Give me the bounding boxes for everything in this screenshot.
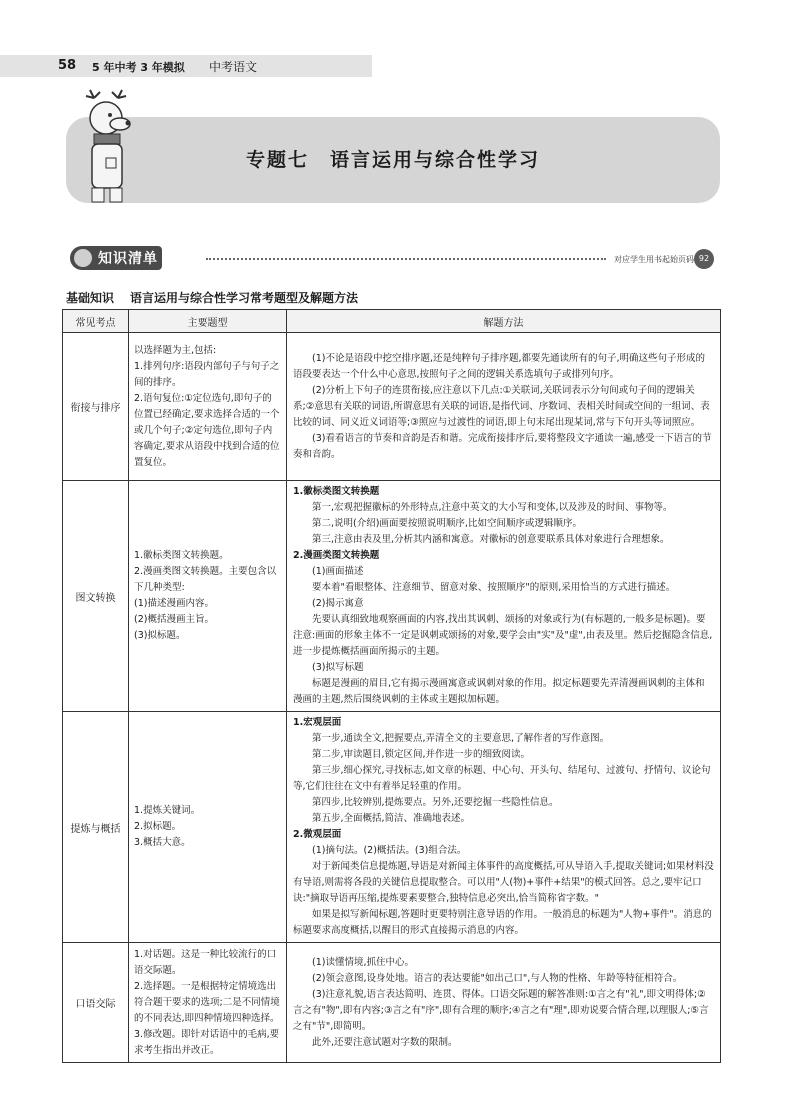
question-type-line: 以选择题为主,包括: bbox=[134, 344, 217, 356]
question-type-line: 2.选择题。一是根据特定情境选出符合题干要求的选项;二是不同情境的不同表达,即四种情境四种选择。 bbox=[134, 980, 280, 1024]
exam-point-cell: 口语交际 bbox=[63, 943, 129, 1063]
col-header-methods: 解题方法 bbox=[287, 310, 721, 333]
method-paragraph: (2)揭示寓意 bbox=[312, 598, 364, 609]
method-subheading: 2.微观层面 bbox=[293, 829, 342, 840]
method-paragraph: (3)拟写标题 bbox=[312, 662, 364, 673]
basic-title: 语言运用与综合性学习常考题型及解题方法 bbox=[130, 291, 359, 305]
book-icon bbox=[74, 249, 92, 267]
table-row bbox=[63, 481, 721, 712]
methods-cell bbox=[287, 943, 721, 1063]
question-type-line: 3.修改题。即针对话语中的毛病,要求考生指出并改正。 bbox=[134, 1028, 280, 1056]
method-paragraph: 第一,宏观把握徽标的外形特点,注意中英文的大小写和变体,以及涉及的时间、事物等。 bbox=[312, 502, 673, 513]
method-paragraph: 如果是拟写新闻标题,答题时更要特别注意导语的作用。一般消息的标题为"人物+事件"。消息的标题要求高度概括,以醒目的形式直接揭示消息的内容。 bbox=[293, 909, 712, 936]
chapter-title: 专题七 语言运用与综合性学习 bbox=[245, 149, 540, 171]
dotted-divider bbox=[206, 258, 606, 260]
method-paragraph: 标题是漫画的眉目,它有揭示漫画寓意或讽刺对象的作用。拟定标题要先弄清漫画讽刺的主体和漫画的主题,然后围绕讽刺的主体或主题拟加标题。 bbox=[293, 678, 705, 705]
exam-point-cell: 提炼与概括 bbox=[63, 712, 129, 943]
question-types-cell bbox=[129, 712, 287, 943]
section-header bbox=[60, 232, 720, 274]
method-subheading: 1.徽标类图文转换题 bbox=[293, 486, 380, 497]
question-type-line: 3.概括大意。 bbox=[134, 837, 191, 848]
question-type-line: 1.徽标类图文转换题。 bbox=[134, 550, 229, 561]
method-paragraph: 第三步,细心探究,寻找标志,如文章的标题、中心句、开头句、结尾句、过渡句、抒情句、议论句等,它们往往在文中有着举足轻重的作用。 bbox=[293, 765, 711, 792]
methods-cell bbox=[287, 712, 721, 943]
table-header-row bbox=[63, 310, 721, 333]
exam-point-cell: 图文转换 bbox=[63, 481, 129, 712]
method-paragraph: (1)画面描述 bbox=[312, 566, 364, 577]
question-type-line: 1.提炼关键词。 bbox=[134, 805, 201, 816]
question-type-line: 1.排列句序:语段内部句子与句子之间的排序。 bbox=[134, 360, 280, 388]
method-paragraph: 对于新闻类信息提炼题,导语是对新闻主体事件的高度概括,可从导语入手,提取关键词;如果材料没有导语,则需将各段的关键信息提取整合。可以用"人(物)+事件+结果"的模式回答。总之,要牢记口诀:"摘取导语再压缩,提炼要素要整合,独特信息必突出,恰当简称省字数。" bbox=[293, 861, 714, 904]
method-subheading: 1.宏观层面 bbox=[293, 717, 342, 728]
basic-knowledge-heading bbox=[66, 289, 358, 306]
page-header bbox=[0, 55, 794, 79]
method-paragraph: 要本着"看眼整体、注意细节、留意对象、按照顺序"的原则,采用恰当的方式进行描述。 bbox=[312, 582, 676, 593]
method-paragraph: (3)注意礼貌,语言表达简明、连贯、得体。口语交际题的解答准则:①言之有"礼",即文明得体;②言之有"物",即有内容;③言之有"序",即有合理的顺序;④言之有"理",即劝说要合情合理,以理服人;⑤言之有"节",即简明。 bbox=[293, 988, 709, 1032]
table-row bbox=[63, 943, 721, 1063]
page-ref-number: 92 bbox=[694, 249, 714, 269]
method-paragraph: (1)读懂情境,抓住中心。 bbox=[312, 956, 414, 968]
chapter-banner bbox=[66, 117, 720, 203]
question-type-line: 2.拟标题。 bbox=[134, 821, 182, 832]
table-row bbox=[63, 333, 721, 481]
method-paragraph: (2)分析上下句子的连贯衔接,应注意以下几点:①关联词,关联词表示分句间或句子间的逻辑关系;②意思有关联的词语,所谓意思有关联的词语,是指代词、序数词、表相关时间或空间的一组词、表比较的词、同义近义词语等;③照应与过渡性的词语,即上句末尾出现某词,常与下句开头等词照应。 bbox=[293, 384, 710, 428]
method-paragraph: (2)领会意图,设身处地。语言的表达要能"如出己口",与人物的性格、年龄等特征相符合。 bbox=[312, 972, 683, 984]
section-badge bbox=[70, 246, 162, 270]
deer-mascot-icon bbox=[72, 88, 152, 218]
question-types-cell bbox=[129, 333, 287, 481]
method-subheading: 2.漫画类图文转换题 bbox=[293, 550, 380, 561]
question-type-line: (3)拟标题。 bbox=[134, 630, 186, 641]
page-number: 58 bbox=[58, 58, 77, 73]
question-type-line: (1)描述漫画内容。 bbox=[134, 598, 214, 609]
section-badge-label: 知识清单 bbox=[98, 251, 158, 267]
method-paragraph: 第三,注意由表及里,分析其内涵和寓意。对徽标的创意要联系具体对象进行合理想象。 bbox=[312, 534, 670, 545]
exam-point-cell: 衔接与排序 bbox=[63, 333, 129, 481]
book-title: 5 年中考 3 年模拟 bbox=[92, 61, 185, 74]
subject-label: 中考语文 bbox=[209, 60, 258, 74]
page-ref-note: 对应学生用书起始页码 bbox=[614, 255, 694, 264]
method-paragraph: 此外,还要注意试题对字数的限制。 bbox=[312, 1036, 458, 1048]
method-paragraph: 第二,说明(介绍)画面要按照说明顺序,比如空间顺序或逻辑顺序。 bbox=[312, 518, 582, 529]
question-types-cell bbox=[129, 943, 287, 1063]
method-paragraph: 第二步,审读题目,锁定区间,并作进一步的细致阅读。 bbox=[312, 749, 531, 760]
methods-cell bbox=[287, 481, 721, 712]
method-paragraph: (3)看看语言的节奏和音韵是否和谐。完成衔接排序后,要将整段文字通读一遍,感受一下语言的节奏和音韵。 bbox=[293, 432, 712, 460]
method-paragraph: (1)摘句法。(2)概括法。(3)组合法。 bbox=[312, 845, 467, 856]
table-row bbox=[63, 712, 721, 943]
question-type-line: 1.对话题。这是一种比较流行的口语交际题。 bbox=[134, 948, 277, 976]
method-paragraph: 第一步,通读全文,把握要点,弄清全文的主要意思,了解作者的写作意图。 bbox=[312, 733, 610, 744]
method-paragraph: (1)不论是语段中挖空排序题,还是纯粹句子排序题,都要先通读所有的句子,明确这些句子形成的语段要表达一个什么中心意思,按照句子之间的逻辑关系选填句子或排列句序。 bbox=[293, 352, 706, 380]
question-type-line: 2.漫画类图文转换题。主要包含以下几种类型: bbox=[134, 566, 277, 593]
methods-cell bbox=[287, 333, 721, 481]
question-types-cell bbox=[129, 481, 287, 712]
question-type-line: 2.语句复位:①定位选句,即句子的位置已经确定,要求选择合适的一个或几个句子;②定句选位,即句子内容确定,要求从语段中找到合适的位置复位。 bbox=[134, 392, 280, 468]
question-type-line: (2)概括漫画主旨。 bbox=[134, 614, 214, 625]
basic-label: 基础知识 bbox=[66, 291, 115, 305]
col-header-point: 常见考点 bbox=[63, 310, 129, 333]
method-paragraph: 先要认真细致地观察画面的内容,找出其讽刺、颂扬的对象或行为(有标题的,一般多是标题)。要注意:画面的形象主体不一定是讽刺或颂扬的对象,要学会由"实"及"虚",由表及里。然后挖掘隐含信息,进一步提炼概括画面所揭示的主题。 bbox=[293, 614, 713, 657]
method-paragraph: 第四步,比较辨别,提炼要点。另外,还要挖掘一些隐性信息。 bbox=[312, 797, 559, 808]
header-bar bbox=[0, 55, 372, 77]
col-header-types: 主要题型 bbox=[129, 310, 287, 333]
method-paragraph: 第五步,全面概括,简洁、准确地表述。 bbox=[312, 813, 471, 824]
methods-table bbox=[62, 309, 721, 1063]
